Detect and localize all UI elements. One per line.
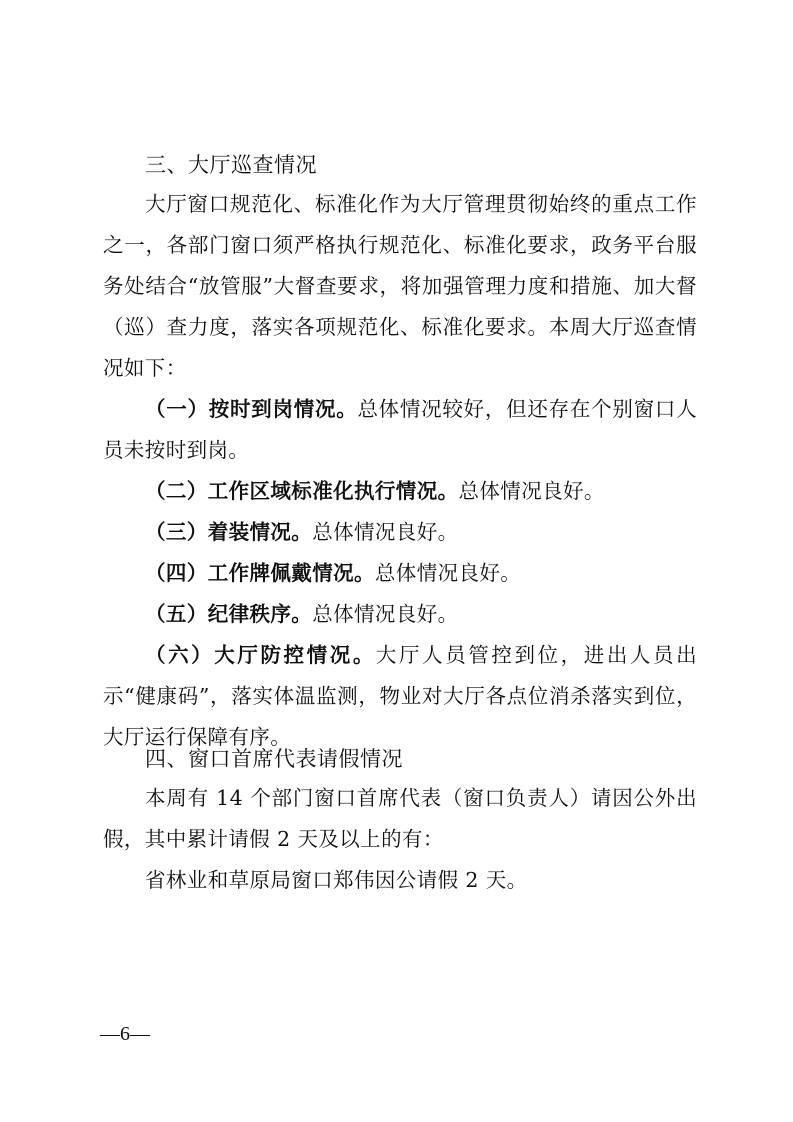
page-number: —6— <box>100 1023 150 1045</box>
inspection-item-6-text: 大厅人员管控到位，进出人员出示“健康码”，落实体温监测，物业对大厅各点位消杀落实到位，大厅运行保障有序。 <box>103 643 698 749</box>
inspection-item-2 <box>103 471 697 512</box>
inspection-item-4-text: 总体情况良好。 <box>374 561 522 585</box>
inspection-item-6-title: （六）大厅防控情况。 <box>145 643 376 667</box>
inspection-item-2-title: （二）工作区域标准化执行情况。 <box>145 479 459 503</box>
inspection-item-6 <box>103 635 697 758</box>
inspection-item-5-text: 总体情况良好。 <box>312 602 459 626</box>
inspection-item-4 <box>103 553 697 594</box>
inspection-item-5-title: （五）纪律秩序。 <box>145 602 313 626</box>
inspection-item-1-text: 总体情况较好，但还存在个别窗口人员未按时到岗。 <box>103 397 697 462</box>
inspection-item-1 <box>103 389 697 471</box>
section-3-intro-paragraph: 大厅窗口规范化、标准化作为大厅管理贯彻始终的重点工作之一，各部门窗口须严格执行规范化、标准化要求，政务平台服务处结合“放管服”大督查要求，将加强管理力度和措施、加大督（巡）查力度，落实各项规范化、标准化要求。本周大厅巡查情况如下： <box>103 192 697 380</box>
inspection-item-3-text: 总体情况良好。 <box>312 520 459 544</box>
section-4-paragraph-2: 省林业和草原局窗口郑伟因公请假 2 天。 <box>145 868 528 892</box>
inspection-item-5 <box>103 594 697 635</box>
inspection-item-4-title: （四）工作牌佩戴情况。 <box>145 561 375 585</box>
section-3-heading: 三、大厅巡查情况 <box>145 153 317 177</box>
inspection-item-3 <box>103 512 697 553</box>
section-4-paragraph-1: 本周有 14 个部门窗口首席代表（窗口负责人）请因公外出假，其中累计请假 2 天及以上的有： <box>103 786 697 851</box>
inspection-item-3-title: （三）着装情况。 <box>145 520 313 544</box>
section-4-heading: 四、窗口首席代表请假情况 <box>145 747 403 771</box>
inspection-item-2-text: 总体情况良好。 <box>458 479 605 503</box>
inspection-item-1-title: （一）按时到岗情况。 <box>145 397 358 421</box>
